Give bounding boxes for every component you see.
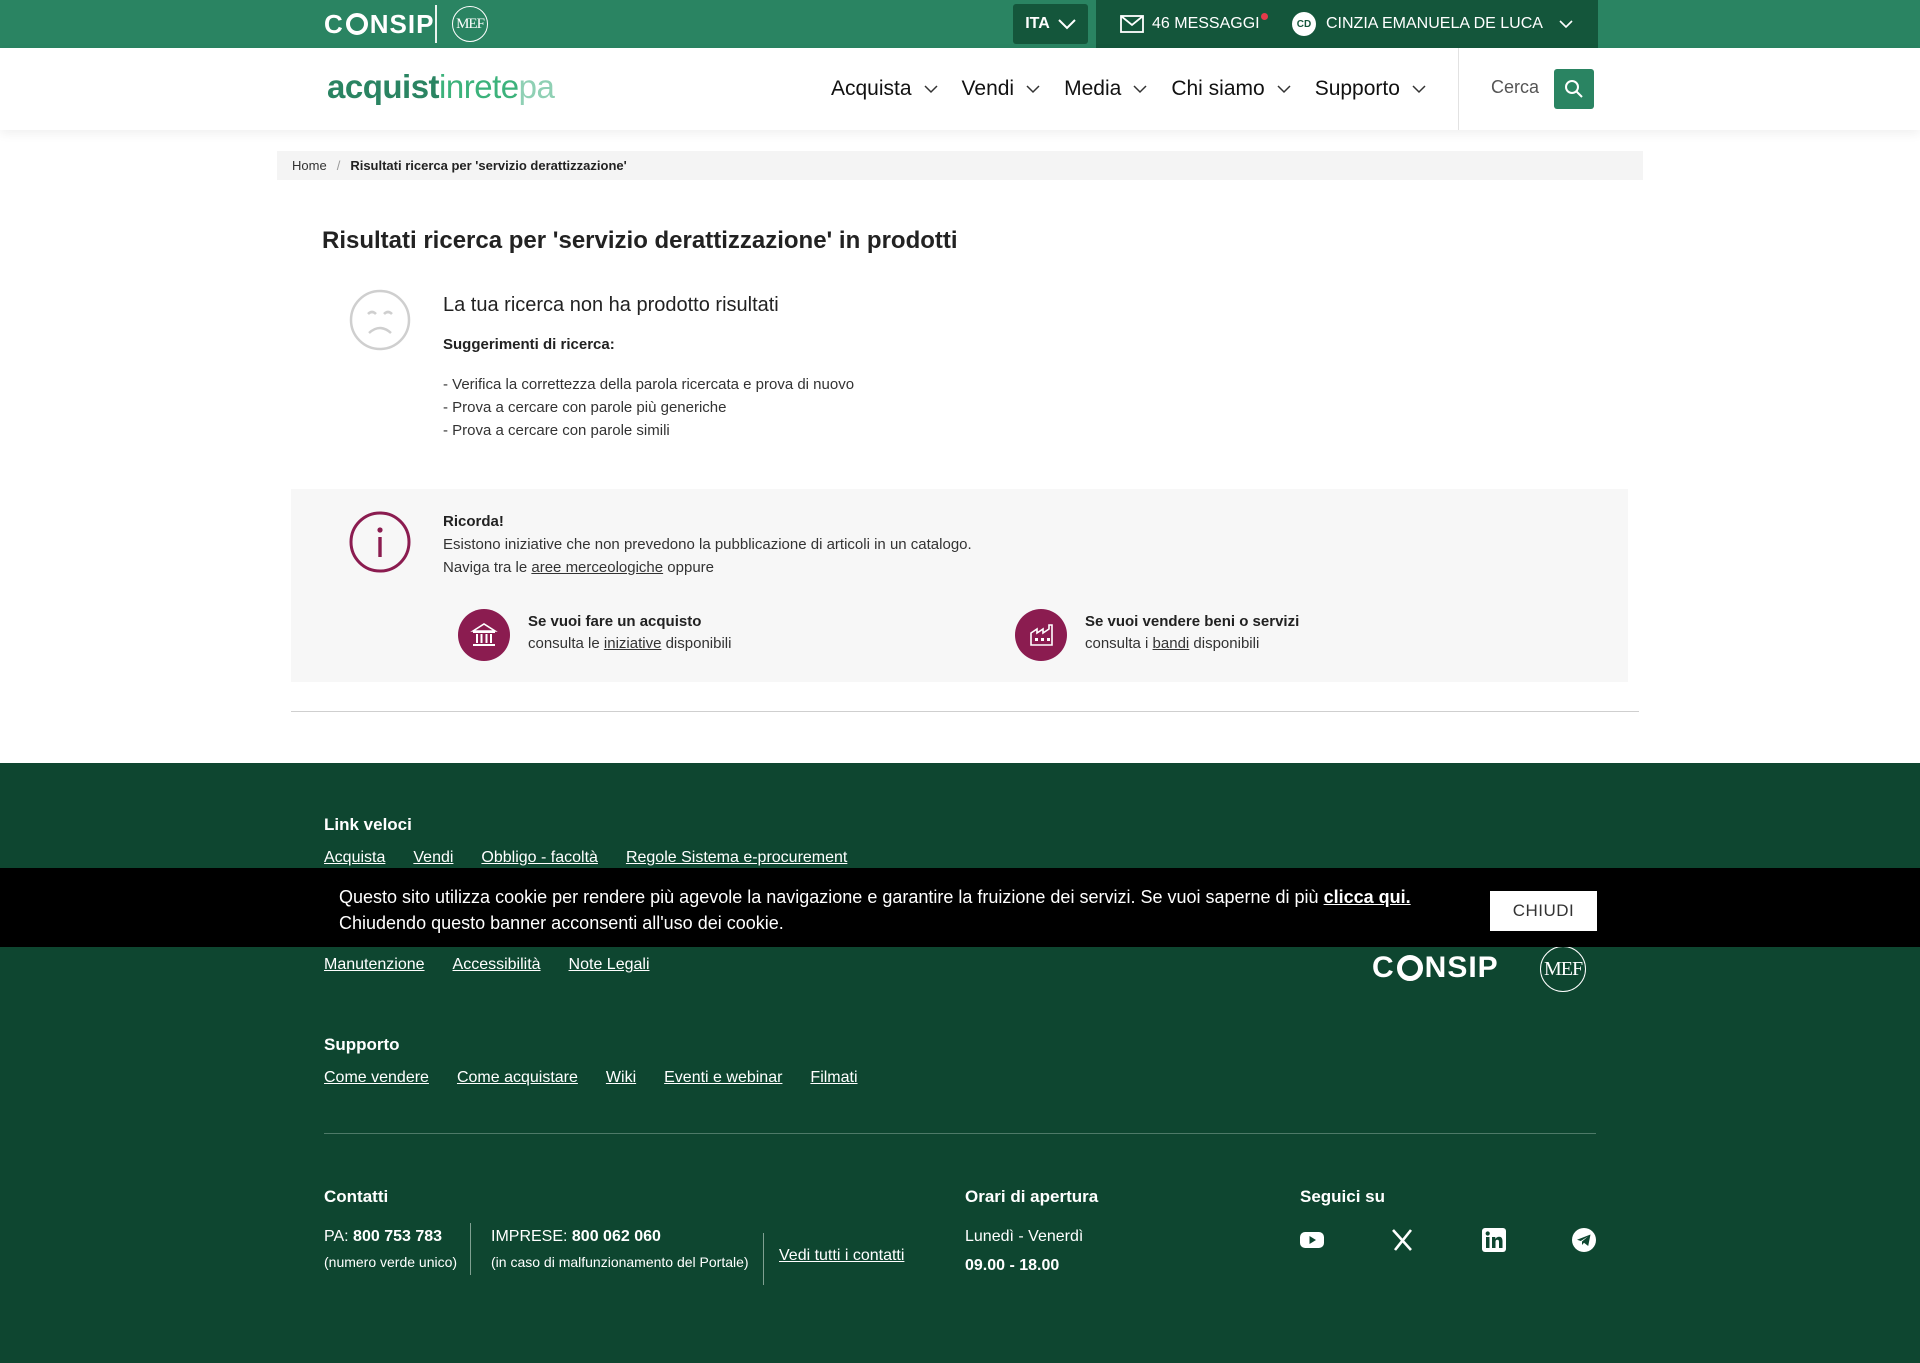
nav-item-vendi[interactable] xyxy=(962,77,1041,101)
messages-link[interactable] xyxy=(1120,0,1260,48)
footer xyxy=(0,763,1920,1363)
nav-divider xyxy=(1458,48,1459,130)
nav-item-chi-siamo[interactable] xyxy=(1171,77,1290,101)
list-item: - Prova a cercare con parole simili xyxy=(443,422,670,439)
text: Naviga tra le xyxy=(443,559,532,576)
footer-link-wiki[interactable]: Wiki xyxy=(605,1069,637,1086)
sell-text xyxy=(1085,635,1299,652)
footer-link-eventi[interactable]: Eventi e webinar xyxy=(664,1069,783,1086)
text: disponibili xyxy=(661,635,732,652)
text: oppure xyxy=(663,559,714,576)
nav-label: Acquista xyxy=(831,77,912,100)
telegram-icon[interactable] xyxy=(1571,1227,1597,1253)
suggestions-list xyxy=(443,373,854,442)
youtube-icon[interactable] xyxy=(1299,1227,1325,1253)
top-bar xyxy=(0,0,1920,48)
quick-links xyxy=(324,849,847,867)
nav-label: Chi siamo xyxy=(1171,77,1265,100)
messages-count: 46 MESSAGGI xyxy=(1152,15,1260,32)
sell-cta xyxy=(1015,609,1299,661)
footer-link-note-legali[interactable]: Note Legali xyxy=(568,956,650,973)
footer-link-obbligo[interactable]: Obbligo - facoltà xyxy=(481,849,598,866)
brand-part-3: pa xyxy=(518,68,555,105)
support-links xyxy=(324,1069,858,1087)
nav-item-media[interactable] xyxy=(1064,77,1147,101)
hours-days: Lunedì - Venerdì xyxy=(965,1228,1084,1245)
chevron-down-icon xyxy=(1026,85,1040,94)
support-title: Supporto xyxy=(324,1035,400,1054)
footer-link-come-vendere[interactable]: Come vendere xyxy=(324,1069,429,1086)
mef-logo[interactable]: MEF xyxy=(452,6,488,42)
bank-icon xyxy=(458,609,510,661)
text: disponibili xyxy=(1189,635,1260,652)
pa-note: (numero verde unico) xyxy=(324,1254,458,1270)
text: PA: xyxy=(324,1228,354,1245)
imprese-phone: 800 062 060 xyxy=(571,1228,661,1245)
user-menu[interactable] xyxy=(1292,0,1573,48)
nav-label: Media xyxy=(1064,77,1122,100)
chevron-down-icon xyxy=(1133,85,1147,94)
cookie-text xyxy=(339,884,1411,936)
linkedin-icon[interactable] xyxy=(1481,1227,1507,1253)
breadcrumb-current: Risultati ricerca per 'servizio derattizzazione' xyxy=(350,158,627,173)
language-selector[interactable] xyxy=(1013,4,1088,44)
bandi-link[interactable]: bandi xyxy=(1152,635,1190,652)
search-icon xyxy=(1564,79,1584,99)
user-name: CINZIA EMANUELA DE LUCA xyxy=(1326,15,1543,32)
text: IMPRESE: xyxy=(491,1228,572,1245)
consip-logo[interactable]: C NSIP xyxy=(324,8,435,39)
breadcrumb-home[interactable]: Home xyxy=(292,158,327,173)
buy-text xyxy=(528,635,731,652)
iniziative-link[interactable]: iniziative xyxy=(603,635,662,652)
envelope-icon xyxy=(1120,15,1144,33)
acquistinretepa-logo[interactable] xyxy=(327,68,554,106)
suggestions-title: Suggerimenti di ricerca: xyxy=(443,336,615,353)
cookie-banner xyxy=(0,868,1920,947)
pa-phone: 800 753 783 xyxy=(353,1228,443,1245)
buy-cta xyxy=(458,609,731,661)
pa-contact xyxy=(324,1228,442,1246)
footer-link-accessibilita[interactable]: Accessibilità xyxy=(452,956,541,973)
follow-title: Seguici su xyxy=(1300,1187,1386,1206)
nav-item-acquista[interactable] xyxy=(831,77,938,101)
remember-navigate xyxy=(443,559,714,576)
chevron-down-icon xyxy=(924,85,938,94)
nav-label: Vendi xyxy=(961,77,1015,100)
text: consulta i xyxy=(1085,635,1153,652)
footer-link-manutenzione[interactable]: Manutenzione xyxy=(324,956,425,973)
cookie-info-link[interactable]: clicca qui. xyxy=(1323,887,1411,907)
remember-title: Ricorda! xyxy=(443,513,504,530)
footer-divider xyxy=(324,1133,1596,1134)
page-title: Risultati ricerca per 'servizio derattizzazione' in prodotti xyxy=(322,227,958,254)
info-icon xyxy=(349,511,411,573)
x-icon[interactable] xyxy=(1390,1227,1416,1253)
all-contacts-link[interactable]: Vedi tutti i contatti xyxy=(779,1247,905,1264)
cookie-text-line2: Chiudendo questo banner acconsenti all'uso dei cookie. xyxy=(339,913,784,933)
text: consulta le xyxy=(528,635,604,652)
main-header xyxy=(0,48,1920,130)
list-item: - Prova a cercare con parole più generiche xyxy=(443,399,727,416)
nav-label: Supporto xyxy=(1314,77,1400,100)
footer-link-vendi[interactable]: Vendi xyxy=(413,849,454,866)
footer-link-filmati[interactable]: Filmati xyxy=(810,1069,858,1086)
contact-divider xyxy=(470,1223,471,1275)
brand-part-1: acquist xyxy=(327,68,440,105)
notification-dot xyxy=(1261,13,1268,20)
factory-icon xyxy=(1015,609,1067,661)
mef-footer-logo[interactable]: MEF xyxy=(1540,946,1586,992)
language-label: ITA xyxy=(1025,15,1050,32)
search-label[interactable]: Cerca xyxy=(1491,77,1540,97)
no-results-title: La tua ricerca non ha prodotto risultati xyxy=(443,294,779,316)
nav-item-supporto[interactable] xyxy=(1315,77,1426,101)
search-button[interactable] xyxy=(1554,69,1594,109)
footer-link-come-acquistare[interactable]: Come acquistare xyxy=(456,1069,578,1086)
cookie-close-button[interactable]: CHIUDI xyxy=(1490,891,1597,931)
footer-link-acquista[interactable]: Acquista xyxy=(324,849,386,866)
hours-time: 09.00 - 18.00 xyxy=(965,1257,1060,1274)
content-divider xyxy=(291,711,1639,712)
legal-links xyxy=(324,956,650,974)
aree-merceologiche-link[interactable]: aree merceologiche xyxy=(531,559,664,576)
sad-face-icon xyxy=(349,289,411,351)
quick-links-title: Link veloci xyxy=(324,815,412,834)
cookie-text-line1: Questo sito utilizza cookie per rendere più agevole la navigazione e garantire la fruizione dei servizi. Se vuoi saperne di più xyxy=(339,887,1324,907)
breadcrumb-separator: / xyxy=(336,158,341,173)
brand-part-2: inrete xyxy=(439,68,519,105)
chevron-down-icon xyxy=(1559,20,1573,29)
remember-box xyxy=(291,489,1628,682)
breadcrumb xyxy=(277,151,1643,180)
contacts-title: Contatti xyxy=(324,1187,389,1206)
avatar: CD xyxy=(1292,12,1316,36)
chevron-down-icon xyxy=(1058,18,1076,30)
consip-footer-logo[interactable]: C NSIP xyxy=(1372,951,1499,984)
remember-text: Esistono iniziative che non prevedono la pubblicazione di articoli in un catalogo. xyxy=(443,536,972,553)
contact-divider xyxy=(763,1233,764,1285)
list-item: - Verifica la correttezza della parola ricercata e prova di nuovo xyxy=(443,376,855,393)
logo-divider xyxy=(435,5,437,43)
sell-title: Se vuoi vendere beni o servizi xyxy=(1085,613,1300,630)
main-nav xyxy=(831,48,1450,130)
imprese-contact xyxy=(491,1228,661,1246)
chevron-down-icon xyxy=(1277,85,1291,94)
hours-title: Orari di apertura xyxy=(965,1187,1099,1206)
buy-title: Se vuoi fare un acquisto xyxy=(528,613,702,630)
footer-link-regole[interactable]: Regole Sistema e-procurement xyxy=(625,849,848,866)
chevron-down-icon xyxy=(1412,85,1426,94)
imprese-note: (in caso di malfunzionamento del Portale) xyxy=(491,1254,749,1270)
